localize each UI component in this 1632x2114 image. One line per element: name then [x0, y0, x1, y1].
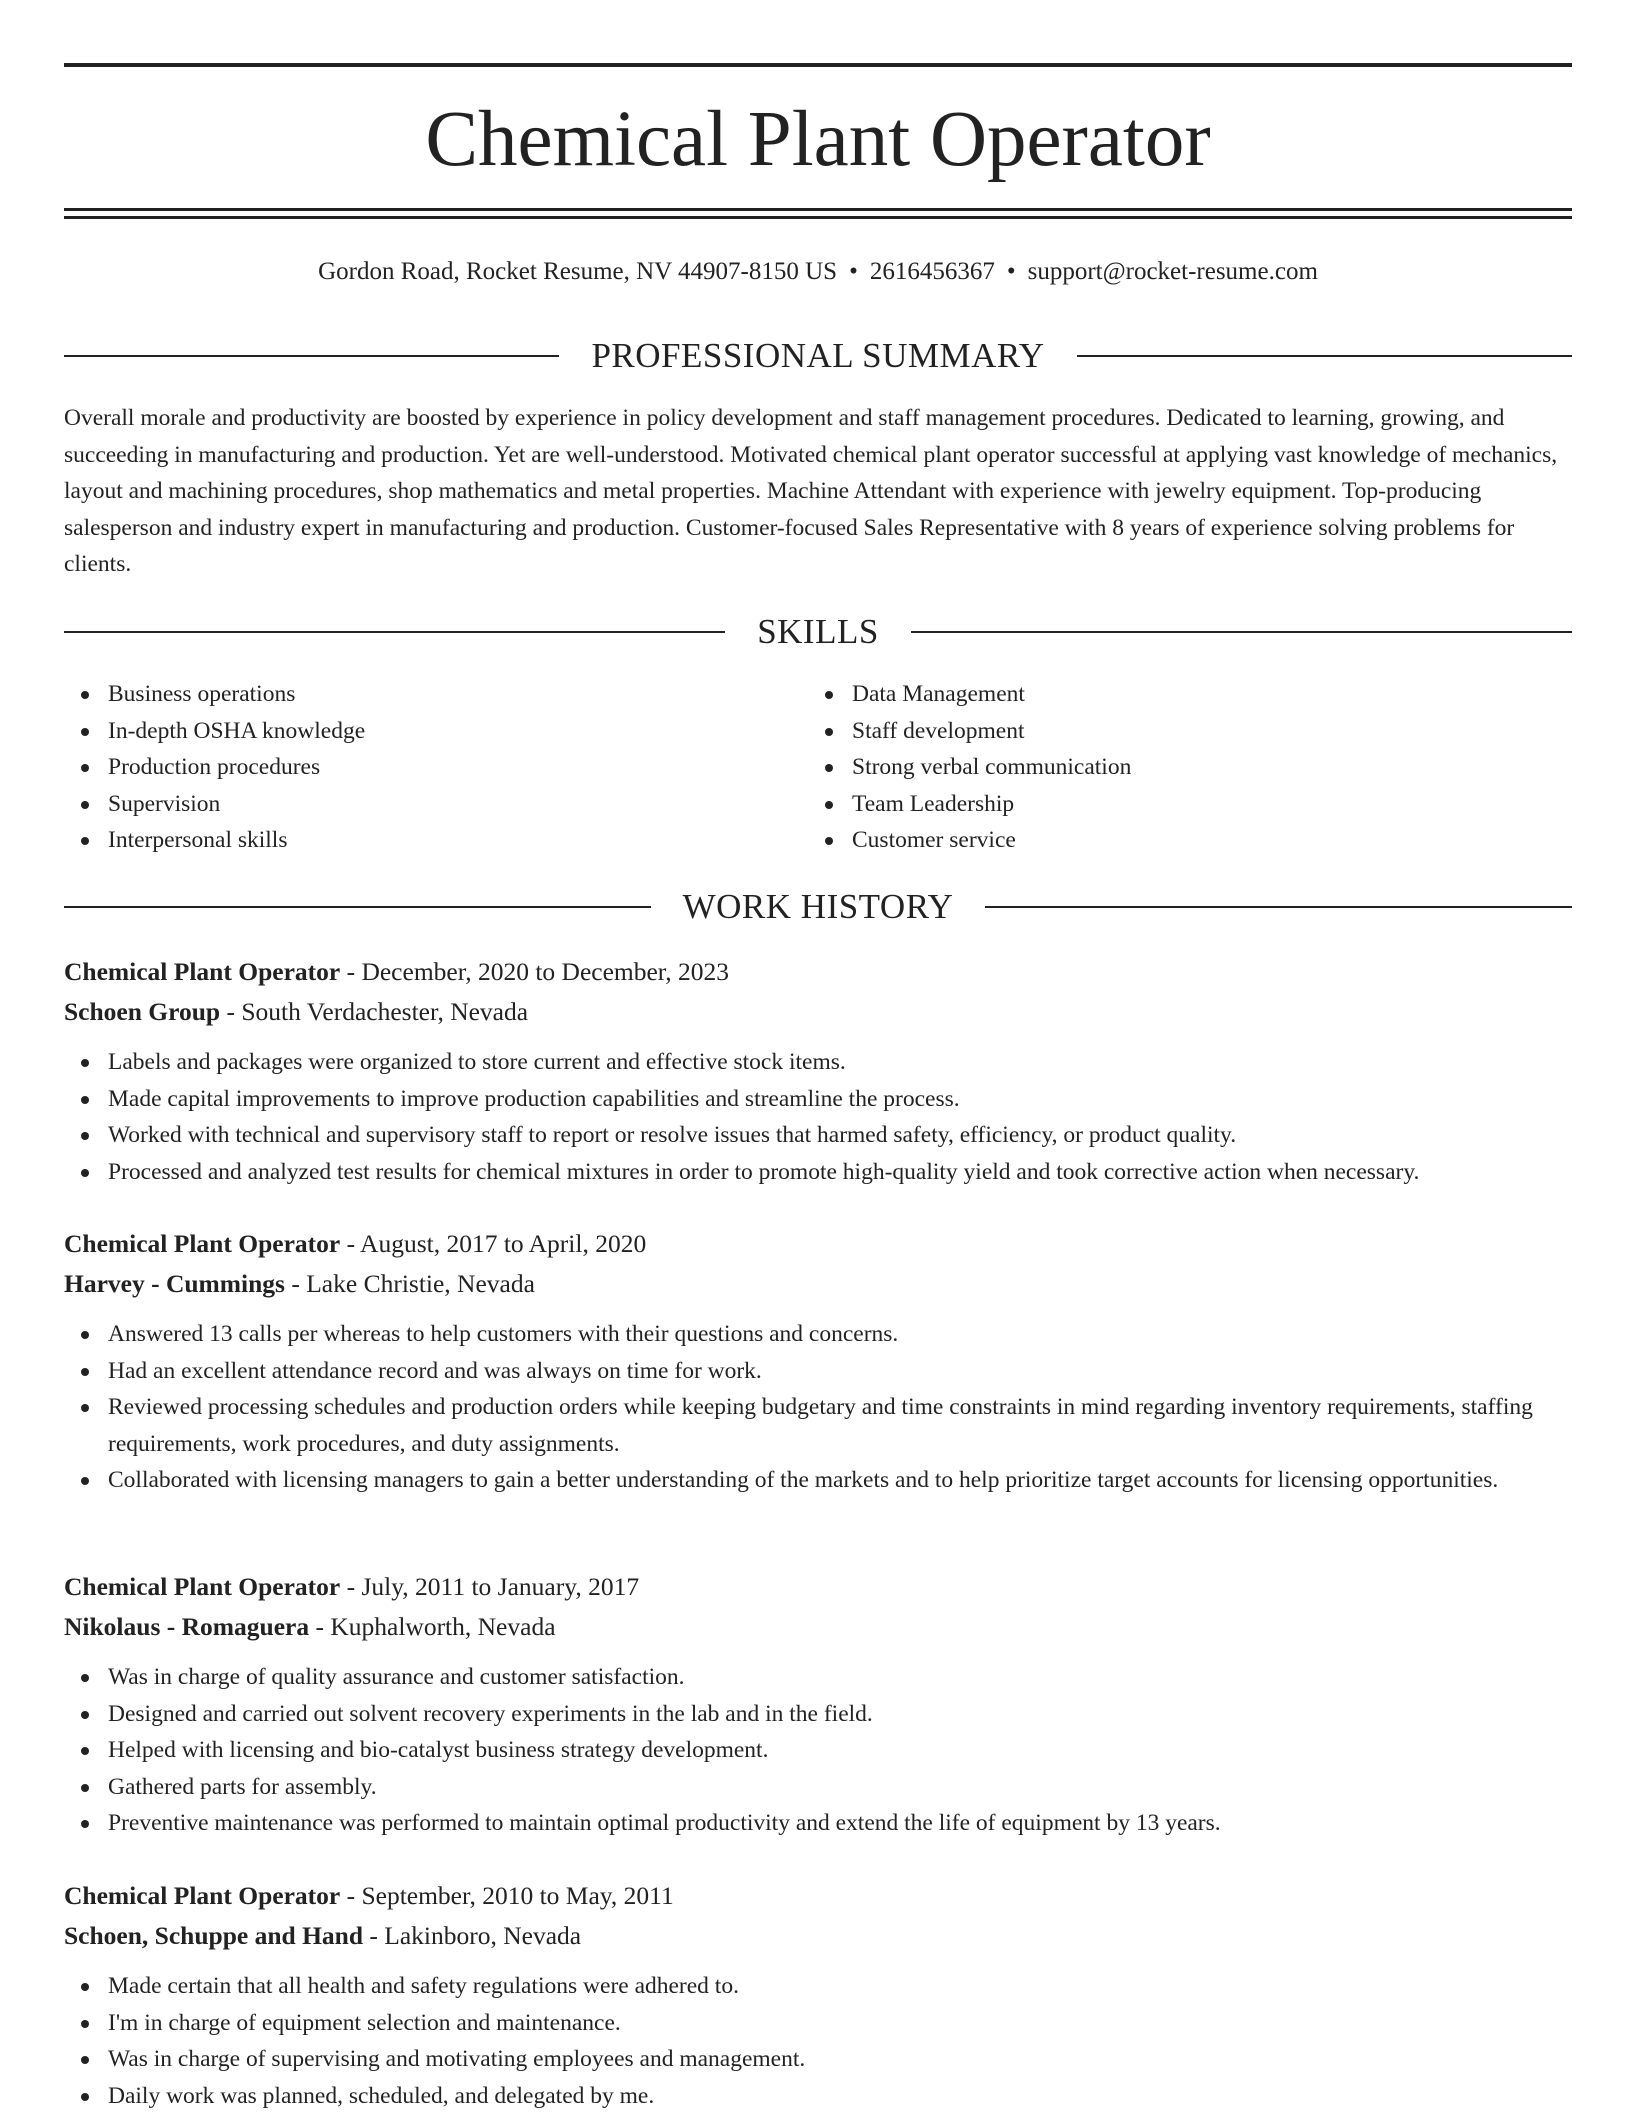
job-bullets	[64, 1659, 1572, 1842]
skills-list	[64, 676, 1572, 859]
job-entry	[64, 1876, 1572, 2114]
job-location: - South Verdachester, Nevada	[220, 997, 528, 1026]
job-company-line	[64, 1916, 1572, 1956]
skill-item: Strong verbal communication	[808, 749, 1552, 786]
contact-email: support@rocket-resume.com	[1028, 258, 1318, 285]
job-title-line	[64, 1224, 1572, 1264]
job-entry	[64, 952, 1572, 1190]
section-heading-work	[64, 885, 1572, 929]
job-bullet: Was in charge of supervising and motivating employees and management.	[64, 2041, 1572, 2078]
job-bullet: Gathered parts for assembly.	[64, 1769, 1572, 1806]
job-bullet: Helped with licensing and bio-catalyst business strategy development.	[64, 1732, 1572, 1769]
job-bullet: Had an excellent attendance record and was always on time for work.	[64, 1353, 1572, 1390]
job-bullet: Processed and analyzed test results for chemical mixtures in order to promote high-quality yield and took corrective action when necessary.	[64, 1154, 1572, 1191]
skill-item: In-depth OSHA knowledge	[64, 713, 808, 750]
contact-address: Gordon Road, Rocket Resume, NV 44907-8150 US	[318, 258, 837, 285]
job-title: Chemical Plant Operator	[64, 957, 340, 986]
job-company-line	[64, 992, 1572, 1032]
job-bullet: Made certain that all health and safety regulations were adhered to.	[64, 1968, 1572, 2005]
heading-rule-left	[64, 906, 651, 908]
skill-item: Data Management	[808, 676, 1552, 713]
job-location: - Kuphalworth, Nevada	[309, 1612, 555, 1641]
job-title: Chemical Plant Operator	[64, 1881, 340, 1910]
job-bullet: Reviewed processing schedules and production orders while keeping budgetary and time constraints in mind regarding inventory requirements, staffing requirements, work procedures, and duty assignments.	[64, 1389, 1572, 1462]
job-company-line	[64, 1264, 1572, 1304]
contact-separator: •	[849, 254, 858, 290]
section-title: SKILLS	[725, 610, 911, 654]
section-title: PROFESSIONAL SUMMARY	[559, 334, 1076, 378]
skill-item: Business operations	[64, 676, 808, 713]
job-bullet: Collaborated with licensing managers to gain a better understanding of the markets and to help prioritize target accounts for licensing opportunities.	[64, 1462, 1572, 1499]
job-dates: - August, 2017 to April, 2020	[340, 1229, 646, 1258]
job-dates: - July, 2011 to January, 2017	[340, 1572, 639, 1601]
job-title-line	[64, 1567, 1572, 1607]
skill-item: Production procedures	[64, 749, 808, 786]
job-bullet: Daily work was planned, scheduled, and delegated by me.	[64, 2078, 1572, 2114]
job-company-line	[64, 1607, 1572, 1647]
skill-item: Interpersonal skills	[64, 822, 808, 859]
job-title: Chemical Plant Operator	[64, 1229, 340, 1258]
heading-rule-right	[985, 906, 1572, 908]
job-location: - Lake Christie, Nevada	[285, 1269, 535, 1298]
contact-line	[64, 254, 1572, 290]
title-rule-upper	[64, 208, 1572, 211]
skills-column-left	[64, 676, 808, 859]
job-title-line	[64, 1876, 1572, 1916]
skill-item: Staff development	[808, 713, 1552, 750]
heading-rule-left	[64, 631, 725, 633]
job-bullet: Made capital improvements to improve production capabilities and streamline the process.	[64, 1081, 1572, 1118]
job-company: Harvey - Cummings	[64, 1269, 285, 1298]
skills-column-right	[808, 676, 1552, 859]
job-company: Schoen Group	[64, 997, 220, 1026]
heading-rule-right	[911, 631, 1572, 633]
job-title-line	[64, 952, 1572, 992]
title-rule-lower	[64, 216, 1572, 219]
job-bullet: Designed and carried out solvent recovery experiments in the lab and in the field.	[64, 1696, 1572, 1733]
skill-item: Customer service	[808, 822, 1552, 859]
job-bullet: Labels and packages were organized to store current and effective stock items.	[64, 1044, 1572, 1081]
section-heading-summary	[64, 334, 1572, 378]
skill-item: Team Leadership	[808, 786, 1552, 823]
resume-title: Chemical Plant Operator	[64, 90, 1572, 190]
job-dates: - September, 2010 to May, 2011	[340, 1881, 674, 1910]
job-bullet: Worked with technical and supervisory staff to report or resolve issues that harmed safety, efficiency, or product quality.	[64, 1117, 1572, 1154]
job-bullets	[64, 1044, 1572, 1190]
heading-rule-right	[1077, 355, 1572, 357]
top-rule	[64, 63, 1572, 67]
job-bullets	[64, 1316, 1572, 1499]
heading-rule-left	[64, 355, 559, 357]
job-location: - Lakinboro, Nevada	[363, 1921, 581, 1950]
job-bullet: Preventive maintenance was performed to maintain optimal productivity and extend the life of equipment by 13 years.	[64, 1805, 1572, 1842]
job-company: Schoen, Schuppe and Hand	[64, 1921, 363, 1950]
skill-item: Supervision	[64, 786, 808, 823]
job-bullets	[64, 1968, 1572, 2114]
section-title: WORK HISTORY	[651, 885, 986, 929]
job-entry	[64, 1224, 1572, 1499]
job-company: Nikolaus - Romaguera	[64, 1612, 309, 1641]
job-title: Chemical Plant Operator	[64, 1572, 340, 1601]
contact-phone: 2616456367	[870, 258, 995, 285]
contact-separator: •	[1007, 254, 1016, 290]
summary-text: Overall morale and productivity are boosted by experience in policy development and staff management procedures. Dedicated to learning, growing, and succeeding in manufacturing and production. Yet are well-understood. Motivated chemical plant operator successful at applying vast knowledge of mechanics, layout and machining procedures, shop mathematics and metal properties. Machine Attendant with experience with jewelry equipment. Top-producing salesperson and industry expert in manufacturing and production. Customer-focused Sales Representative with 8 years of experience solving problems for clients.	[64, 400, 1572, 583]
section-heading-skills	[64, 610, 1572, 654]
job-entry	[64, 1567, 1572, 1842]
job-bullet: Was in charge of quality assurance and customer satisfaction.	[64, 1659, 1572, 1696]
job-bullet: Answered 13 calls per whereas to help customers with their questions and concerns.	[64, 1316, 1572, 1353]
job-bullet: I'm in charge of equipment selection and maintenance.	[64, 2005, 1572, 2042]
job-dates: - December, 2020 to December, 2023	[340, 957, 729, 986]
